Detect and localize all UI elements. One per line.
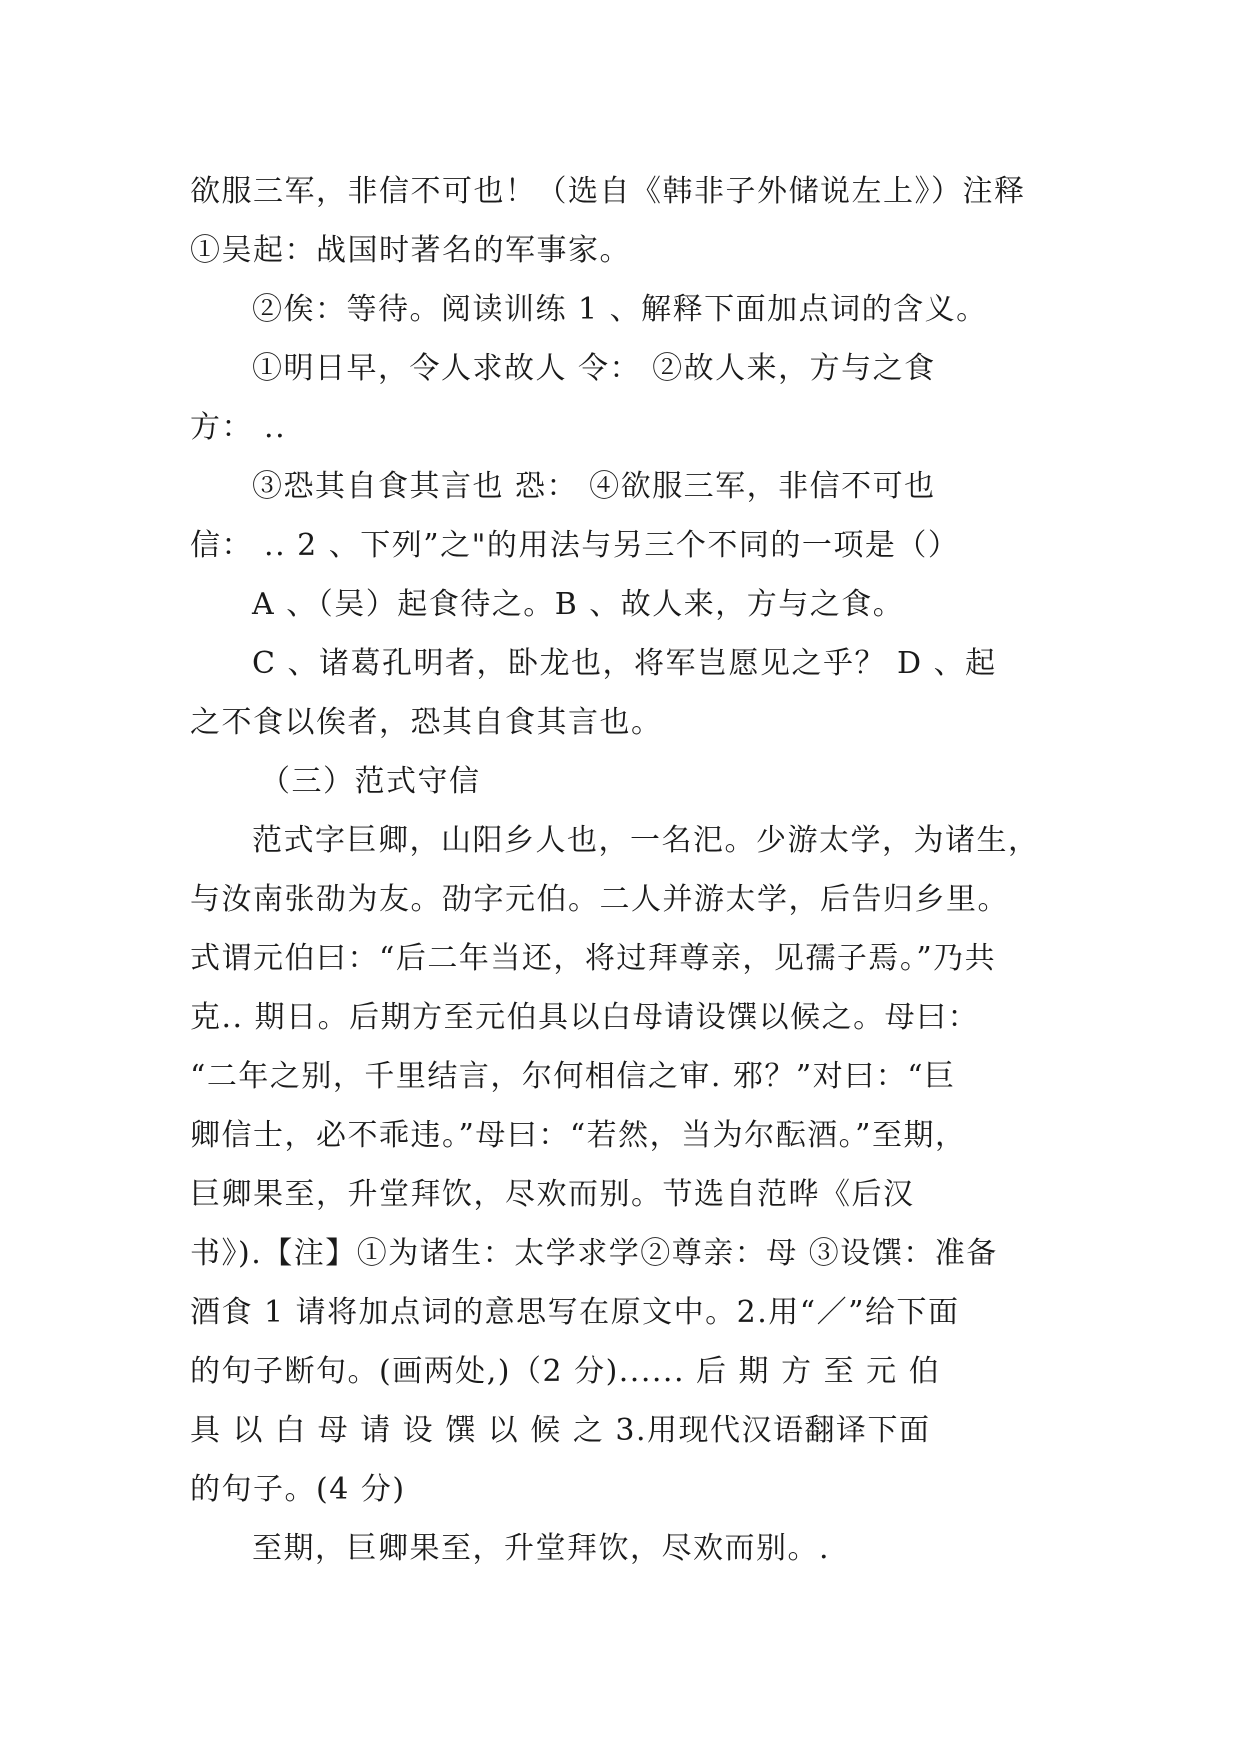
text-line: 巨卿果至，升堂拜饮，尽欢而别。节选自范晔《后汉 bbox=[190, 1177, 915, 1212]
text-line: 范式字巨卿，山阳乡人也，一名汜。少游太学，为诸生， bbox=[252, 823, 1040, 858]
text-line: 与汝南张劭为友。劭字元伯。二人并游太学，后告归乡里。 bbox=[190, 882, 1009, 917]
text-line: ①明日早，令人求故人 令： ②故人来，方与之食 bbox=[252, 351, 936, 386]
text-line: 具 以 白 母 请 设 馔 以 候 之 3.用现代汉语翻译下面 bbox=[190, 1413, 931, 1448]
text-line: 欲服三军，非信不可也！（选自《韩非子外储说左上》）注释 bbox=[190, 174, 1026, 209]
text-line: 至期，巨卿果至，升堂拜饮，尽欢而别。. bbox=[252, 1531, 831, 1566]
text-line: “二年之别，千里结言，尔何相信之审. 邪？”对曰：“巨 bbox=[190, 1059, 956, 1094]
document-body bbox=[190, 162, 1060, 1578]
text-line: 书》).【注】①为诸生：太学求学②尊亲：母 ③设馔：准备 bbox=[190, 1236, 998, 1271]
text-line: 克.. 期日。后期方至元伯具以白母请设馔以候之。母曰： bbox=[190, 1000, 980, 1035]
text-line: ③恐其自食其言也 恐： ④欲服三军，非信不可也 bbox=[252, 469, 936, 504]
text-line: 的句子。(4 分) bbox=[190, 1472, 406, 1507]
text-line: C 、诸葛孔明者，卧龙也，将军岂愿见之乎？ D 、起 bbox=[252, 646, 997, 681]
text-line: 之不食以俟者，恐其自食其言也。 bbox=[190, 705, 663, 740]
text-line: 卿信士，必不乖违。”母曰：“若然，当为尔酝酒。”至期， bbox=[190, 1118, 967, 1153]
text-line: 式谓元伯曰：“后二年当还，将过拜尊亲，见孺子焉。”乃共 bbox=[190, 941, 997, 976]
text-line: 的句子断句。(画两处,)（2 分)...... 后 期 方 至 元 伯 bbox=[190, 1354, 941, 1389]
text-line: ②俟：等待。阅读训练 1 、解释下面加点词的含义。 bbox=[252, 292, 988, 327]
text-line: A 、（吴）起食待之。B 、故人来，方与之食。 bbox=[252, 587, 905, 622]
text-line: 信： .. 2 、下列”之"的用法与另三个不同的一项是（） bbox=[190, 528, 960, 563]
text-line: ①吴起：战国时著名的军事家。 bbox=[190, 233, 631, 268]
text-line: 方： .. bbox=[190, 410, 287, 445]
section-heading: （三）范式守信 bbox=[260, 764, 481, 799]
text-line: 酒食 1 请将加点词的意思写在原文中。2.用“／”给下面 bbox=[190, 1295, 960, 1330]
